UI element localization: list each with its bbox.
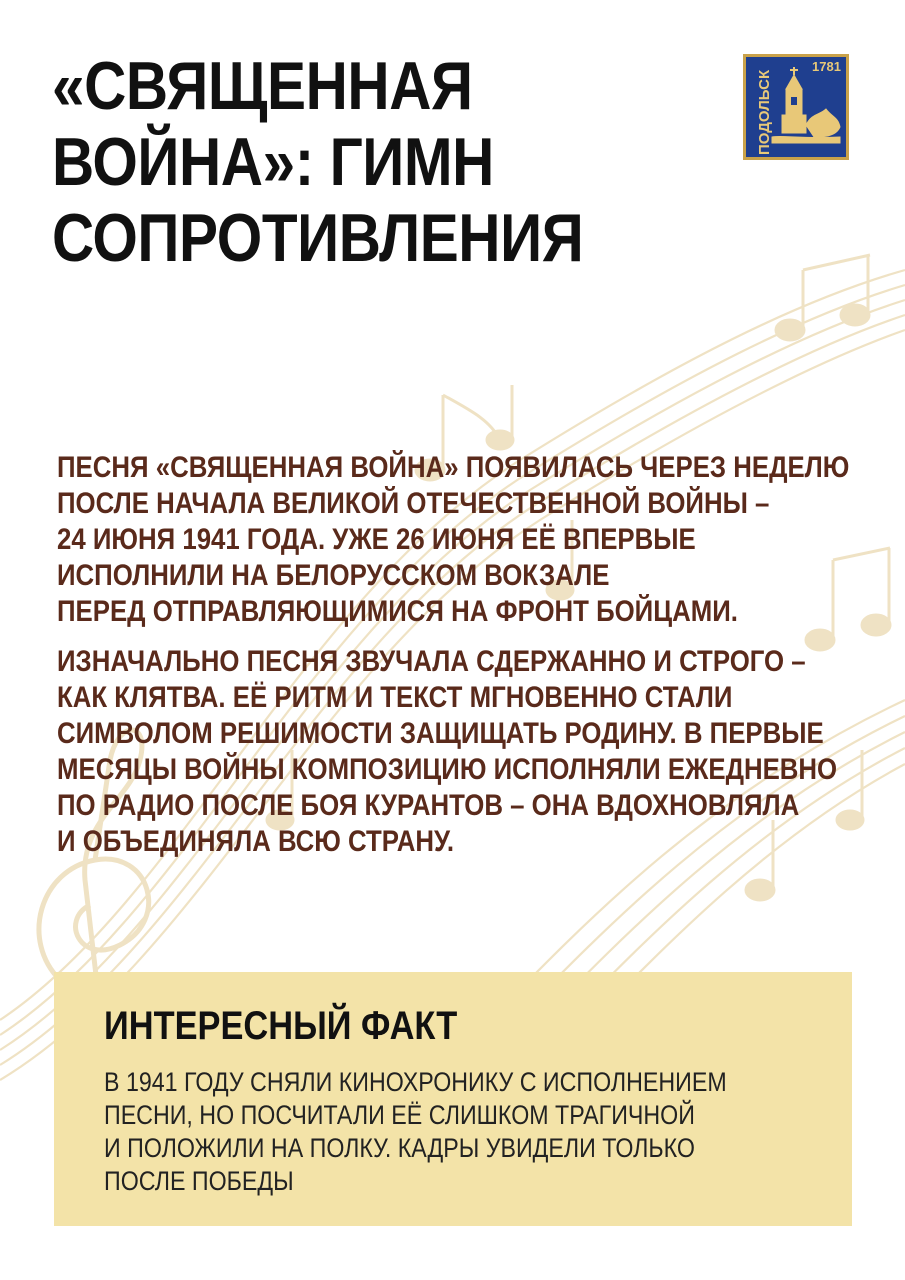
- main-text: [57, 450, 850, 860]
- paragraph-line: ИСПОЛНИЛИ НА БЕЛОРУССКОМ ВОКЗАЛЕ: [57, 559, 610, 592]
- fact-line: И ПОЛОЖИЛИ НА ПОЛКУ. КАДРЫ УВИДЕЛИ ТОЛЬКО: [104, 1133, 695, 1163]
- paragraph-line: СИМВОЛОМ РЕШИМОСТИ ЗАЩИЩАТЬ РОДИНУ. В ПЕРВЫЕ: [57, 717, 824, 750]
- paragraph-line: КАК КЛЯТВА. ЕЁ РИТМ И ТЕКСТ МГНОВЕННО СТАЛИ: [57, 681, 733, 714]
- fact-text: [104, 1066, 809, 1198]
- paragraph-line: ПО РАДИО ПОСЛЕ БОЯ КУРАНТОВ – ОНА ВДОХНОВЛЯЛА: [57, 789, 800, 822]
- page-title: [52, 48, 602, 276]
- paragraph-line: ИЗНАЧАЛЬНО ПЕСНЯ ЗВУЧАЛА СДЕРЖАННО И СТРОГО –: [57, 645, 806, 678]
- interesting-fact-box: [54, 972, 852, 1226]
- logo-city: ПОДОЛЬСК: [756, 69, 773, 155]
- paragraph-line: ПЕРЕД ОТПРАВЛЯЮЩИМИСЯ НА ФРОНТ БОЙЦАМИ.: [57, 595, 738, 628]
- music-note: [837, 811, 863, 829]
- fact-title: ИНТЕРЕСНЫЙ ФАКТ: [104, 1004, 458, 1048]
- podolsk-coat-of-arms-logo: [742, 53, 850, 161]
- logo-year: 1781: [812, 59, 841, 74]
- music-note: [841, 305, 869, 325]
- fact-line: В 1941 ГОДУ СНЯЛИ КИНОХРОНИКУ С ИСПОЛНЕНИЕМ: [104, 1067, 727, 1097]
- paragraph-line: ПЕСНЯ «СВЯЩЕННАЯ ВОЙНА» ПОЯВИЛАСЬ ЧЕРЕЗ НЕДЕЛЮ: [57, 451, 850, 484]
- title-line: СОПРОТИВЛЕНИЯ: [52, 200, 584, 276]
- paragraph: [57, 450, 850, 630]
- fact-line: ПОСЛЕ ПОБЕДЫ: [104, 1166, 294, 1196]
- music-note: [746, 880, 774, 900]
- paragraph-line: И ОБЪЕДИНЯЛА ВСЮ СТРАНУ.: [57, 825, 454, 858]
- paragraph-line: 24 ИЮНЯ 1941 ГОДА. УЖЕ 26 ИЮНЯ ЕЁ ВПЕРВЫЕ: [57, 523, 696, 556]
- paragraph-line: ПОСЛЕ НАЧАЛА ВЕЛИКОЙ ОТЕЧЕСТВЕННОЙ ВОЙНЫ –: [57, 487, 770, 520]
- music-note: [776, 320, 804, 340]
- fact-line: ПЕСНИ, НО ПОСЧИТАЛИ ЕЁ СЛИШКОМ ТРАГИЧНОЙ: [104, 1100, 695, 1130]
- music-note: [862, 615, 890, 635]
- music-note: [487, 431, 513, 449]
- title-line: ВОЙНА»: ГИМН: [52, 124, 494, 200]
- fact-content: [104, 1002, 809, 1198]
- paragraph-line: МЕСЯЦЫ ВОЙНЫ КОМПОЗИЦИЮ ИСПОЛНЯЛИ ЕЖЕДНЕВНО: [57, 753, 838, 786]
- paragraph: [57, 644, 838, 860]
- title-line: «СВЯЩЕННАЯ: [52, 48, 473, 124]
